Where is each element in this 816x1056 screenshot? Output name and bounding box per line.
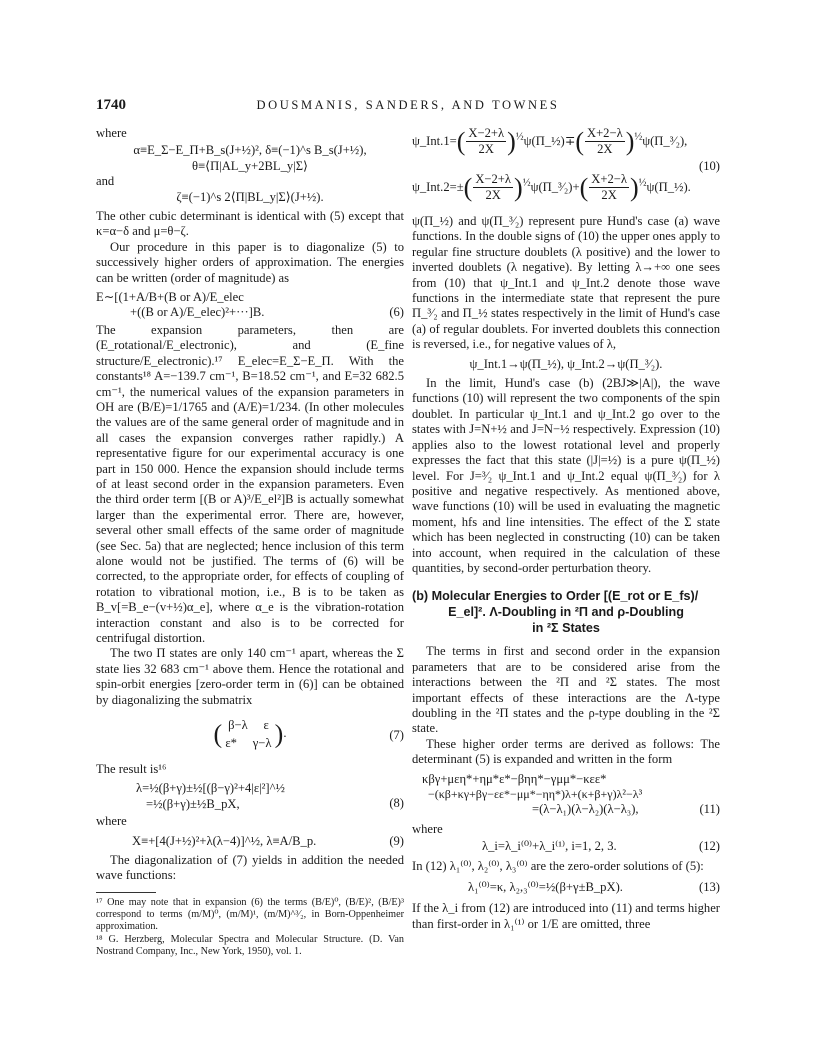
equation-13 (412, 880, 720, 895)
equation-10-number-row (412, 159, 720, 173)
paragraph-expansion-parameters: The expansion parameters, then are (E_rotational/E_electronic), and (E_fine structure/E_electronic).¹⁷ E_elec=E_Σ−E_Π. With the constants¹⁸ A=−139.7 cm⁻¹, B=18.52 cm⁻¹, and E=32 682.5 cm⁻¹, the numerical values of the expansion parameters in OH are (B/E)=1/1765 and (A/E)=1/234. (In other molecules the values are of the same general order of magnitude and in all cases the expansion converges rather rapidly.) A representative figure for our experimental accuracy is one part in 150 000. Hence the expansion should include terms of at least second order in the expansion parameters. Even the third order term [(B or A)³/E_el²]B is actually somewhat larger than the experimental error. There are, however, several other small effects of the same order of magnitude (see Sec. 5a) that are neglected; hence inclusion of this term alone would not be justified. The terms of (6) will be corrected, to the appropriate order, for effects of coupling of rotation to vibrational motion, i.e., B is to be taken as B_v[=B_e−(v+½)α_e], where α_e is the vibration-rotation interaction constant and also is to be corrected for centrifugal distortion. (96, 322, 404, 645)
equation-8-line-2: =½(β+γ)±½B_pX, (146, 796, 240, 811)
section-heading-b (412, 588, 720, 636)
section-heading-line-2: E_el]². Λ-Doubling in ²Π and ρ-Doubling (448, 605, 684, 620)
left-column (96, 126, 404, 958)
psi-int-2-lhs: ψ_Int.2=± (412, 179, 464, 194)
matrix-element-12: ε (263, 718, 269, 733)
equation-11-line-1: κβγ+μεη*+ημ*ε*−βηη*−γμμ*−κεε* (422, 771, 607, 786)
equation-6-line-1: E∼[(1+A/B+(B or A)/E_elec (96, 290, 244, 305)
paragraph-introduce-lambda: If the λ_i from (12) are introduced into (11) and terms higher than first-order in λ₁⁽¹⁾ or 1/E are omitted, three (412, 901, 720, 931)
right-column (412, 126, 720, 932)
where-label-3: where (412, 821, 443, 836)
equation-9-number: (9) (389, 833, 404, 848)
equation-10-number: (10) (699, 159, 720, 173)
result-label: The result is¹⁶ (96, 762, 167, 777)
definition-alpha-delta: α≡E_Σ−E_Π+B_s(J+½)², δ≡(−1)^s B_s(J+½), (133, 143, 367, 158)
paragraph-hund-case-a: ψ(Π_½) and ψ(Π_³⁄₂) represent pure Hund's case (a) wave functions. In the double signs of (10) the upper ones apply to regular fine structure doublets (λ positive) and the lower to inverted doublets (λ negative). By letting λ→+∞ one sees from (10) that ψ_Int.1 and ψ_Int.2 denote those wave functions in the intermediate state that represent the pure Π_³⁄₂ and Π_½ states respectively in the limit of Hund's case (a) of regular doublets. For inverted doublets this connection is reversed, i.e., for negative values of λ, (412, 214, 720, 352)
paragraph-pi-states: The two Π states are only 140 cm⁻¹ apart, whereas the Σ state lies 32 683 cm⁻¹ above them. Hence the rotational and spin-orbit energies [zero-order term in (6)] can be obtained by diagonalizing the submatrix (96, 646, 404, 707)
equation-13-body: λ₁⁽⁰⁾=κ, λ₂,₃⁽⁰⁾=½(β+γ±B_pX). (468, 880, 623, 895)
psi-int-1-lhs: ψ_Int.1= (412, 133, 457, 148)
where-label: where (96, 126, 127, 140)
where-label-2: where (96, 814, 127, 829)
equation-limit: ψ_Int.1→ψ(Π_½), ψ_Int.2→ψ(Π_³⁄₂). (469, 356, 663, 371)
psi-int-2-mid: ψ(Π_³⁄₂)+ (530, 179, 580, 194)
fraction-d: $\frac{X+2-\lambda}{2X}$ (591, 172, 627, 203)
page-header (96, 97, 720, 117)
paragraph-determinant-expansion: These higher order terms are derived as follows: The determinant (5) is expanded and written in the form (412, 736, 720, 767)
paragraph-higher-order-terms: The terms in first and second order in the expansion parameters that are to be considered arise from the interactions between the ²Π and ²Σ states. The most important effects of these interactions are the Λ-type doubling in the ²Π states and the ρ-type doubling in the ²Σ state. (412, 644, 720, 736)
running-head: DOUSMANIS, SANDERS, AND TOWNES (256, 98, 560, 112)
matrix-left-paren: ( (213, 719, 223, 749)
equation-9 (96, 834, 404, 849)
equation-12-number: (12) (699, 839, 720, 854)
equation-6-line-2: +((B or A)/E_elec)²+···]B. (130, 305, 265, 320)
footnote-rule (96, 892, 156, 893)
and-label: and (96, 174, 115, 189)
equation-12-body: λ_i=λ_i⁽⁰⁾+λ_i⁽¹⁾, i=1, 2, 3. (482, 839, 617, 854)
equation-8-number: (8) (389, 796, 404, 811)
matrix-element-22: γ−λ (252, 736, 272, 751)
equation-11-line-3: =(λ−λ₁)(λ−λ₂)(λ−λ₃), (532, 802, 639, 817)
fraction-b: $\frac{X+2-\lambda}{2X}$ (586, 126, 623, 157)
equation-8-line-1: λ=½(β+γ)±½[(β−γ)²+4|ε|²]^½ (136, 781, 285, 796)
paragraph-cubic-determinant: The other cubic determinant is identical with (5) except that κ=α−δ and μ=θ−ζ. (96, 209, 404, 239)
equation-6 (96, 290, 404, 321)
psi-int-1-end: ψ(Π_³⁄₂), (642, 133, 688, 148)
footnote-18: ¹⁸ G. Herzberg, Molecular Spectra and Molecular Structure. (D. Van Nostrand Company, Inc., New York, 1950), vol. 1. (96, 933, 404, 957)
equation-8 (96, 781, 404, 812)
paragraph-zero-order: In (12) λ₁⁽⁰⁾, λ₂⁽⁰⁾, λ₃⁽⁰⁾ are the zero-order solutions of (5): (412, 858, 704, 873)
paragraph-diagonalization: The diagonalization of (7) yields in addition the needed wave functions: (96, 853, 404, 883)
psi-int-2-end: ψ(Π_½). (646, 179, 691, 194)
equation-13-number: (13) (699, 880, 720, 895)
equation-9-body: X≡+[4(J+½)²+λ(λ−4)]^½, λ≡A/B_p. (132, 833, 317, 848)
fraction-a: $\frac{X-2+\lambda}{2X}$ (468, 126, 505, 157)
matrix-right-paren: ) (274, 719, 284, 749)
section-heading-line-3: in ²Σ States (532, 621, 600, 636)
page-number: 1740 (96, 97, 126, 113)
equation-11-line-2: −(κβ+κγ+βγ−εε*−μμ*−ηη*)λ+(κ+β+γ)λ²−λ³ (428, 787, 643, 801)
fraction-c: $\frac{X-2+\lambda}{2X}$ (475, 172, 512, 203)
psi-int-1-mid: ψ(Π_½)∓ (523, 133, 576, 148)
definition-zeta: ζ≡(−1)^s 2⟨Π|BL_y|Σ⟩(J+½). (176, 189, 324, 204)
matrix-element-21: ε* (225, 736, 237, 751)
equation-12 (412, 839, 720, 854)
equation-11 (412, 772, 720, 818)
definition-theta: θ≡⟨Π|AL_y+2BL_y|Σ⟩ (192, 158, 308, 173)
equation-7: ( β−λ ε ε* γ−λ ). (7) (213, 718, 404, 751)
paragraph-procedure: Our procedure in this paper is to diagonalize (5) to successively higher orders of approximation. The energies can be written (order of magnitude) as (96, 239, 404, 285)
matrix-element-11: β−λ (228, 718, 248, 733)
equation-10-line-2: ψ_Int.2=±( $\frac{X-2+\lambda}{2X}$ )$^{\frac{1}{2}}$ψ(Π_³⁄₂)+( $\frac{X+2-\lambda}{2X}$ )$^{\frac{1}{2}}$ψ(Π_½). (412, 172, 691, 203)
equation-7-number: (7) (389, 728, 404, 743)
equation-11-number: (11) (699, 801, 720, 816)
matrix-7 (225, 716, 271, 752)
equation-6-number: (6) (389, 305, 404, 320)
footnote-17: ¹⁷ One may note that in expansion (6) the terms (B/E)⁰, (B/E)², (B/E)³ correspond to terms (m/M)⁰, (m/M)¹, (m/M)^³⁄₂, in Born-Oppenheimer approximation. (96, 896, 404, 932)
equation-10-line-1: ψ_Int.1=( $\frac{X-2+\lambda}{2X}$ )$^{\frac{1}{2}}$ψ(Π_½)∓( $\frac{X+2-\lambda}{2X}$ )$^{\frac{1}{2}}$ψ(Π_³⁄₂), (412, 126, 688, 157)
section-heading-line-1: (b) Molecular Energies to Order [(E_rot or E_fs)/ (412, 589, 699, 604)
paragraph-hund-case-b: In the limit, Hund's case (b) (2BJ≫|A|), the wave functions (10) will represent the two components of the spin doublet. In particular ψ_Int.1 and ψ_Int.2 go over to the states with J=N+½ and J=N−½ respectively. Expression (10) applies also to the lowest rotational level and properly expresses the fact that this state (|J|=½) is a pure ψ(Π_½) level. For J=³⁄₂ ψ_Int.1 and ψ_Int.2 equal ψ(Π_³⁄₂) for λ positive and negative respectively. As mentioned above, wave functions (10) will be used in evaluating the magnetic moment, hfs and line intensities. The effect of the Σ state which has been neglected in constructing (10) can be taken into account, when required in the calculation of these quantities, by second-order perturbation theory. (412, 376, 720, 575)
